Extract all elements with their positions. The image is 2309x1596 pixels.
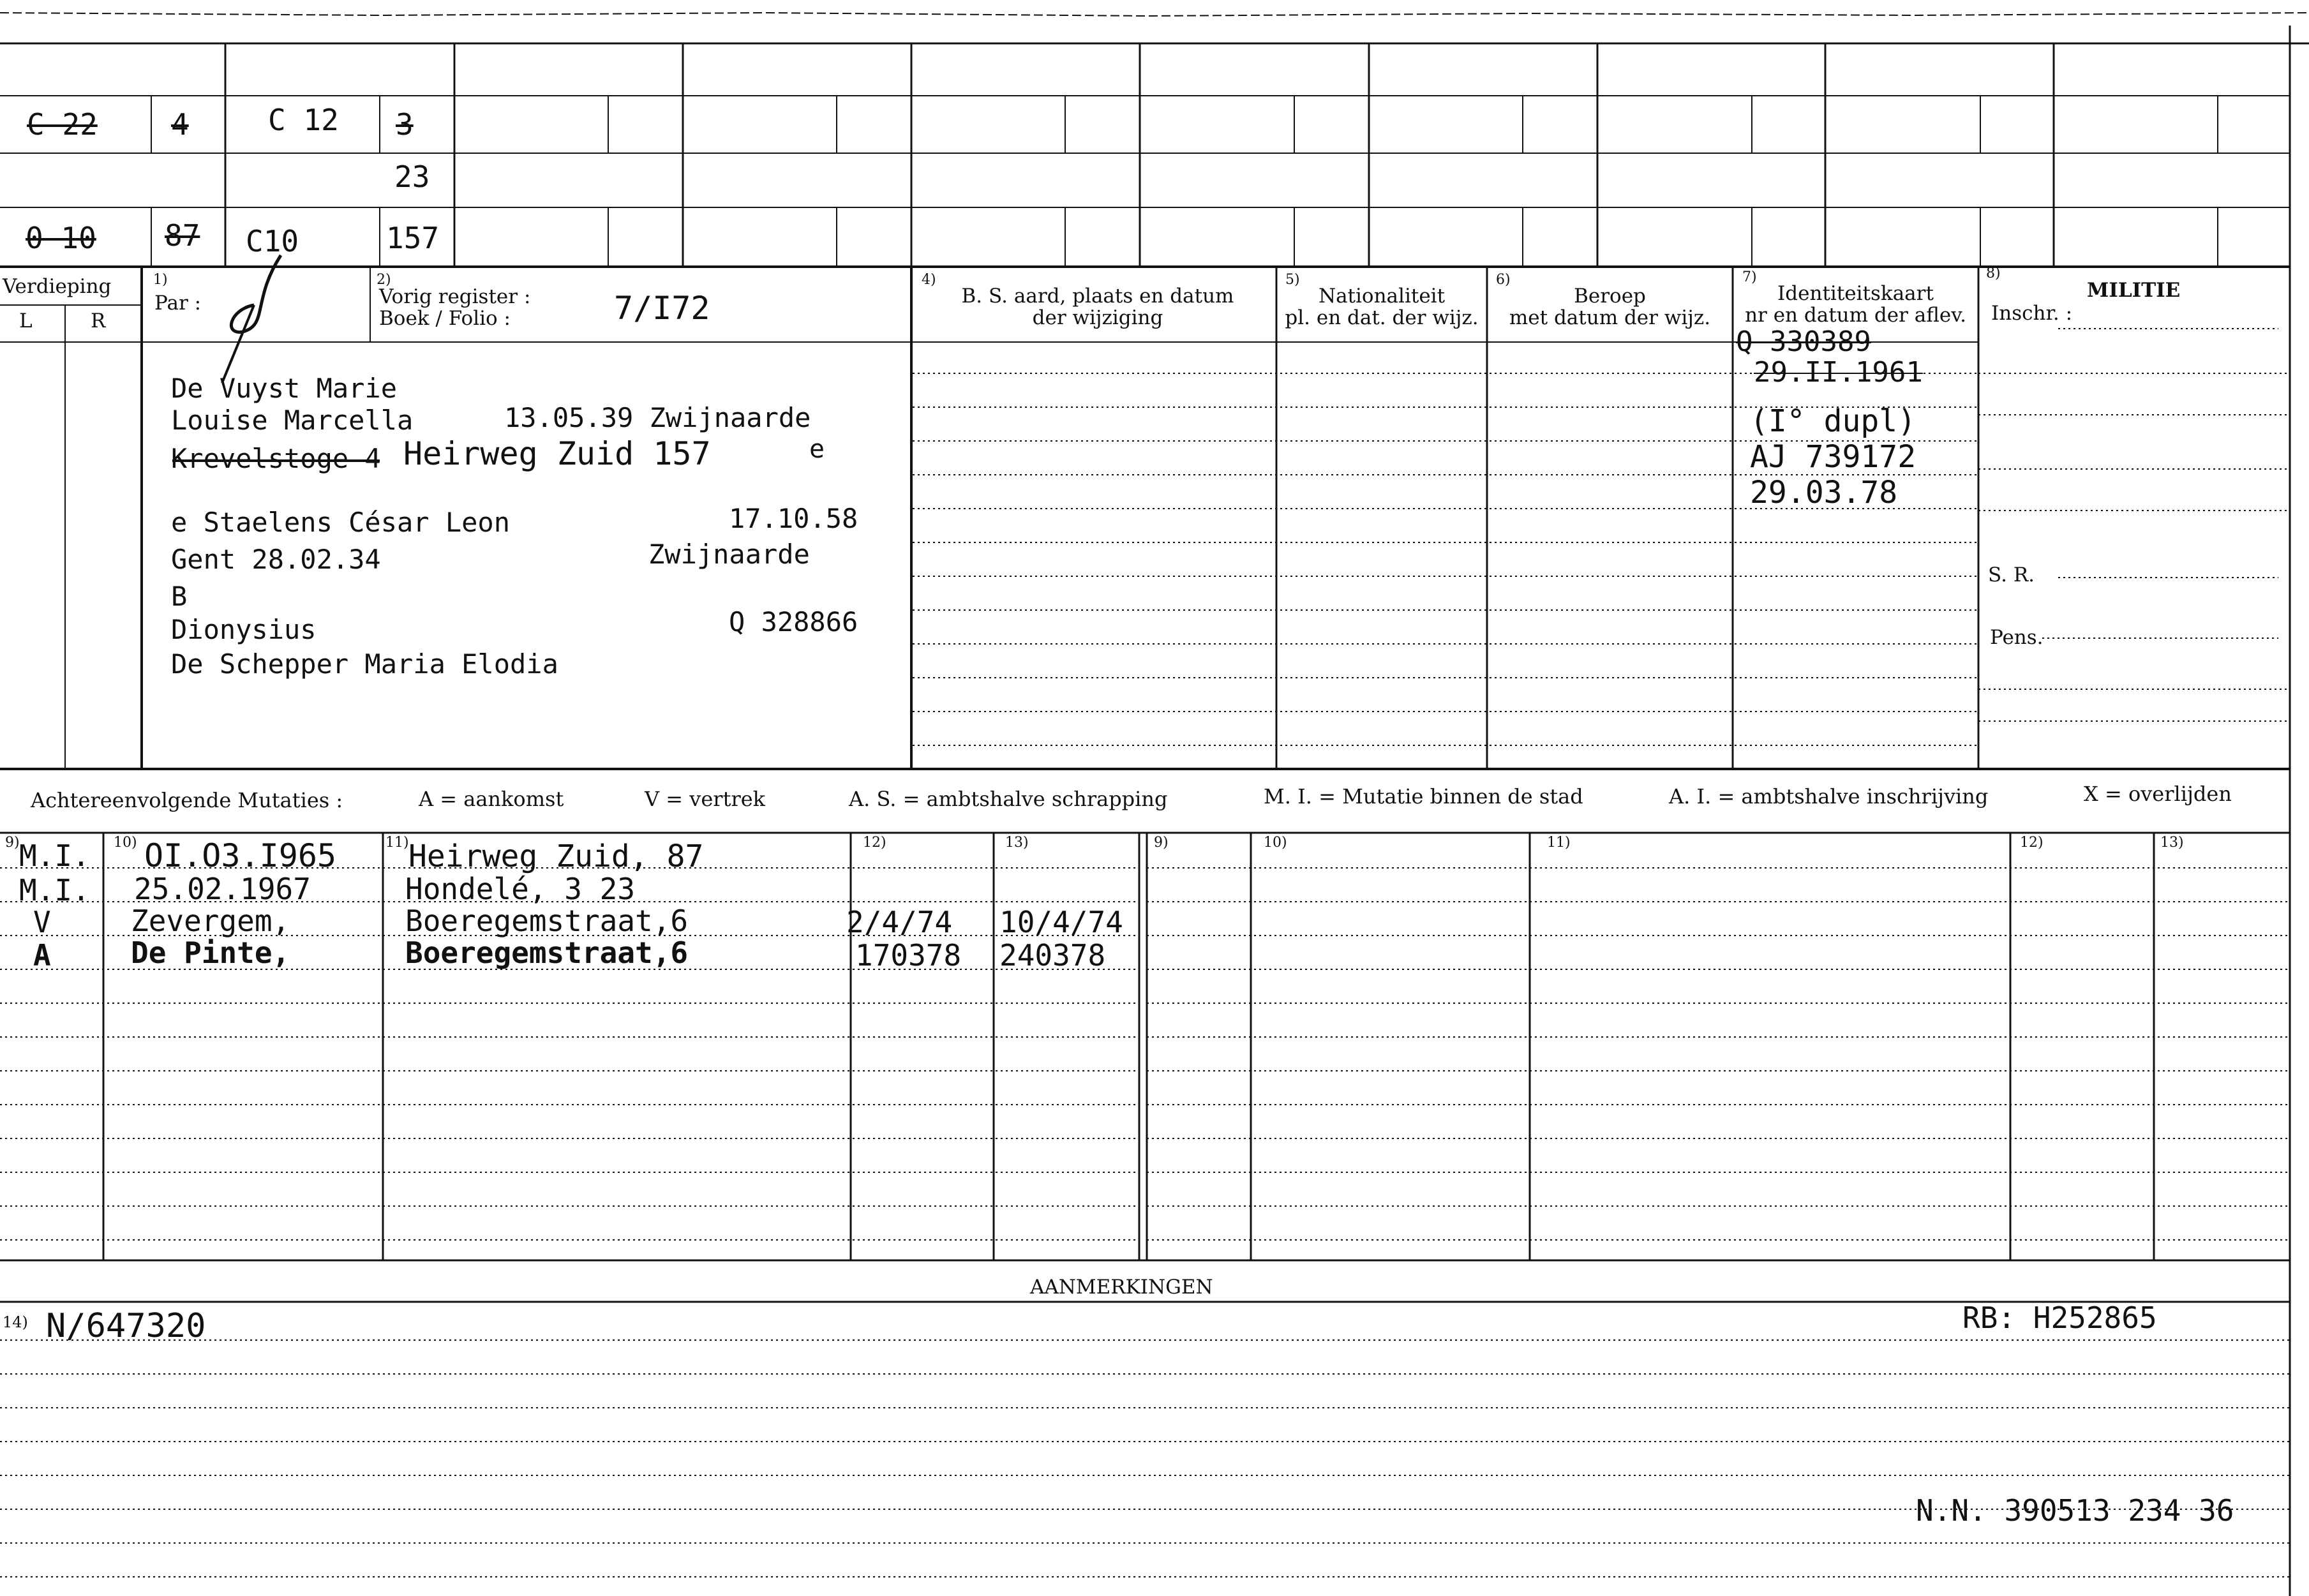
mutation-4-place: De Pinte, <box>131 936 290 970</box>
grid-cell-87: 87 <box>165 218 200 253</box>
verdieping-label: Verdieping <box>3 275 112 298</box>
mutation-1-date: OI.O3.I965 <box>144 837 337 874</box>
vorig-register-label: Vorig register : <box>379 285 531 308</box>
person-old-address: Krevelstoge 4 <box>171 443 381 474</box>
grid-cell-3: 3 <box>396 107 414 142</box>
legend-vertrek: V = vertrek <box>645 787 766 811</box>
mut-col-10-right: 10) <box>1264 835 1287 851</box>
inschr-label: Inschr. : <box>1991 302 2073 325</box>
legend-overlijden: X = overlijden <box>2084 782 2232 806</box>
person-mother: De Schepper Maria Elodia <box>171 648 558 680</box>
person-address: Heirweg Zuid 157 <box>403 435 711 472</box>
grid-cell-c22: C 22 <box>27 107 98 142</box>
mutation-3-col12: 2/4/74 <box>846 905 953 939</box>
mutation-3-col13: 10/4/74 <box>999 905 1123 939</box>
mutation-4-col13: 240378 <box>999 938 1106 973</box>
grid-cell-c10: C10 <box>246 224 299 258</box>
grid-cell-010: 0 10 <box>26 221 96 255</box>
id-new-date: 29.03.78 <box>1750 475 1898 511</box>
note-6: 6) <box>1496 272 1511 288</box>
bs-header-line2: der wijziging <box>1032 306 1163 329</box>
grid-cell-c12: C 12 <box>268 103 339 137</box>
mut-col-12: 12) <box>863 835 886 851</box>
militie-title: MILITIE <box>2087 279 2181 302</box>
note-5: 5) <box>1285 272 1300 288</box>
mut-col-9-right: 9) <box>1154 835 1169 851</box>
mutation-4-col12: 170378 <box>855 938 962 973</box>
id-header-line2: nr en datum der aflev. <box>1745 304 1966 327</box>
grid-cell-23: 23 <box>394 160 430 194</box>
legend-mutatie-binnen-stad: M. I. = Mutatie binnen de stad <box>1264 784 1583 809</box>
mutations-legend-title: Achtereenvolgende Mutaties : <box>31 788 343 812</box>
par-label: Par : <box>154 292 202 315</box>
mutation-4-address: Boeregemstraat,6 <box>405 936 689 970</box>
mut-col-12-right: 12) <box>2020 835 2044 851</box>
person-line1: De Vuyst Marie <box>171 373 398 404</box>
pens-label: Pens. <box>1990 626 2044 649</box>
remarks-title: AANMERKINGEN <box>1030 1276 1213 1299</box>
person-extra-code: Q 328866 <box>729 606 858 638</box>
remarks-value: N/647320 <box>46 1307 206 1345</box>
note-7: 7) <box>1742 269 1757 285</box>
mut-col-9: 9) <box>5 835 20 851</box>
person-extra-name: Dionysius <box>171 614 317 645</box>
mutation-3-address: Boeregemstraat,6 <box>405 904 689 938</box>
legend-ambtshalve-inschrijving: A. I. = ambtshalve inschrijving <box>1669 784 1989 809</box>
grid-cell-4: 4 <box>171 107 189 142</box>
boek-folio-value: 7/I72 <box>614 290 710 327</box>
person-spouse: e Staelens César Leon <box>171 507 511 538</box>
legend-ambtshalve-schrapping: A. S. = ambtshalve schrapping <box>849 787 1168 811</box>
sr-label: S. R. <box>1988 563 2035 586</box>
person-spouse-date: 17.10.58 <box>729 503 858 534</box>
remarks-nn: N.N. 390513 234 36 <box>1916 1493 2234 1528</box>
nat-header-line2: pl. en dat. der wijz. <box>1285 306 1479 329</box>
person-birth: 13.05.39 Zwijnaarde <box>504 402 811 433</box>
note-2: 2) <box>377 272 391 288</box>
person-spouse-birth: Gent 28.02.34 <box>171 544 381 575</box>
mutation-4-type: A <box>33 938 51 973</box>
note-1: 1) <box>153 272 168 288</box>
bs-header-line1: B. S. aard, plaats en datum <box>961 285 1234 308</box>
note-8: 8) <box>1986 265 2001 281</box>
col-l-label: L <box>19 310 33 332</box>
mut-col-10: 10) <box>114 835 137 851</box>
id-header-line1: Identiteitskaart <box>1777 282 1934 305</box>
mut-col-13-right: 13) <box>2160 835 2184 851</box>
id-old-date: 29.II.1961 <box>1754 356 1923 389</box>
beroep-header-line1: Beroep <box>1574 285 1646 308</box>
mutation-3-type: V <box>33 905 51 939</box>
mut-col-11-right: 11) <box>1547 835 1571 851</box>
id-old-number: Q 330389 <box>1736 325 1871 358</box>
person-address-mark: e <box>809 435 825 464</box>
legend-aankomst: A = aankomst <box>419 787 564 811</box>
col-r-label: R <box>91 310 106 332</box>
beroep-header-line2: met datum der wijz. <box>1509 306 1711 329</box>
mutation-2-address: Hondelé, 3 23 <box>405 872 636 906</box>
mutation-1-type: M.I. <box>19 839 90 873</box>
grid-cell-157: 157 <box>386 221 440 255</box>
remarks-rb: RB: H252865 <box>1962 1301 2157 1335</box>
person-given-names: Louise Marcella <box>171 405 414 436</box>
person-spouse-place: Zwijnaarde <box>648 539 810 570</box>
mutation-2-date: 25.02.1967 <box>134 872 311 906</box>
boek-folio-label: Boek / Folio : <box>379 307 511 330</box>
note-14: 14) <box>3 1313 28 1331</box>
id-new-number: AJ 739172 <box>1750 439 1917 475</box>
nat-header-line1: Nationaliteit <box>1318 285 1446 308</box>
note-4: 4) <box>922 272 936 288</box>
person-letter-b: B <box>171 581 188 612</box>
mut-col-11: 11) <box>385 835 409 851</box>
mutation-3-place: Zevergem, <box>131 904 290 938</box>
id-duplicate: (I° dupl) <box>1750 403 1917 439</box>
mut-col-13: 13) <box>1005 835 1029 851</box>
mutation-2-type: M.I. <box>19 873 90 907</box>
mutation-1-address: Heirweg Zuid, 87 <box>408 839 704 874</box>
